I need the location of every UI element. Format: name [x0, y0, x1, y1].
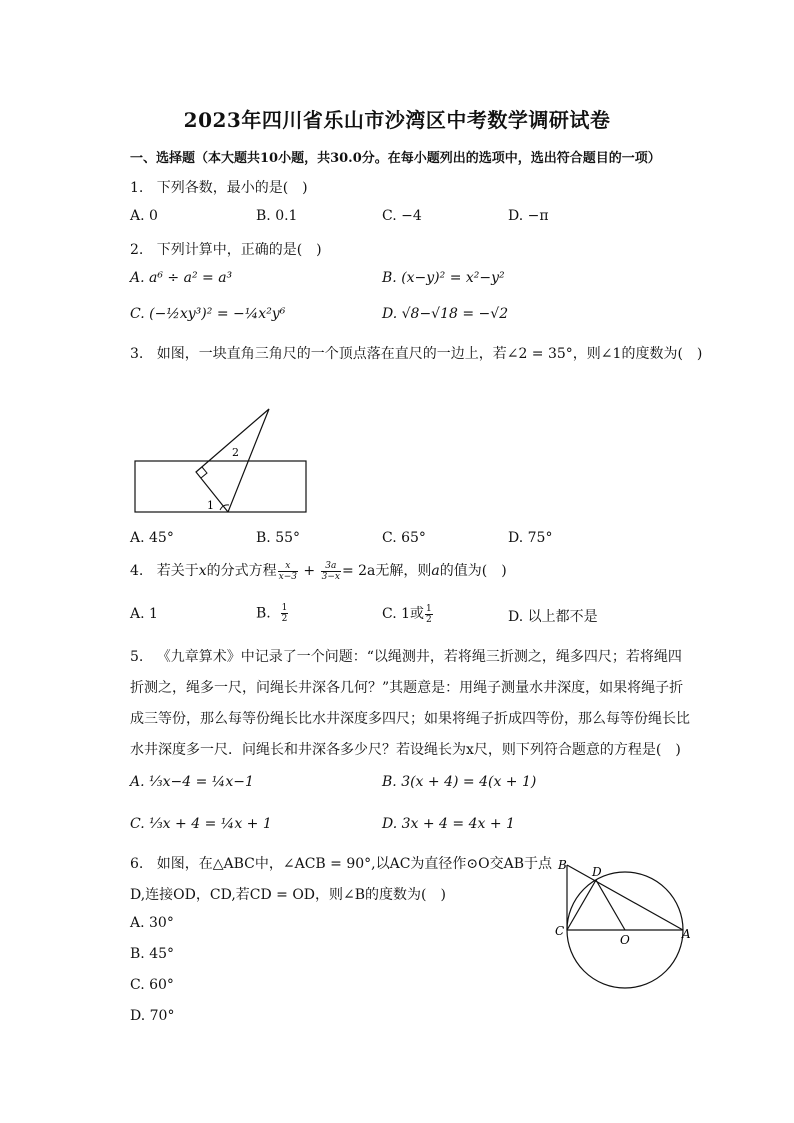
question-5-line-2: 折测之，绳多一尺，问绳长井深各几何？”其题意是：用绳子测量水井深度，如果将绳子折 [130, 680, 684, 696]
q4-option-b: B. $\frac{1}{2}$ [256, 603, 288, 624]
q5-option-b: B. 3(x + 4) = 4(x + 1) [382, 774, 537, 790]
stem-text: = 2a无解，则 [341, 563, 432, 579]
label-b: B [558, 858, 567, 872]
q3-option-a: A. 45° [130, 530, 174, 546]
q4-option-d: D. 以上都不是 [508, 609, 598, 625]
label-a: A [682, 927, 691, 941]
q4-option-a: A. 1 [130, 606, 158, 622]
question-5-line-4: 水井深度多一尺．问绳长和井深各多少尺？若设绳长为x尺，则下列符合题意的方程是( ) [130, 742, 681, 758]
question-2 [130, 239, 322, 259]
segment-od [596, 880, 625, 930]
question-number: 2. [130, 242, 144, 258]
angle-2-label: 2 [232, 446, 239, 459]
q2-option-d: D. √8−√18 = −√2 [382, 306, 509, 322]
question-4 [130, 560, 507, 582]
q2-option-c: C. (−½xy³)² = −¼x²y⁶ [130, 306, 286, 322]
question-number: 6. [130, 856, 144, 872]
page-title: 2023年四川省乐山市沙湾区中考数学调研试卷 [183, 108, 611, 132]
q1-option-b: B. 0.1 [256, 208, 298, 224]
variable-x: x [198, 563, 207, 579]
question-1 [130, 177, 308, 197]
q3-option-d: D. 75° [508, 530, 553, 546]
label-c: C [555, 924, 565, 938]
angle-1-label: 1 [207, 499, 214, 512]
label-o: O [620, 933, 630, 947]
q5-option-d: D. 3x + 4 = 4x + 1 [382, 816, 515, 832]
plus-sign: + [303, 563, 316, 579]
question-stem: 下列计算中，正确的是( ) [156, 242, 322, 258]
question-number: 3. [130, 346, 144, 362]
q6-option-c: C. 60° [130, 977, 174, 993]
q6-option-d: D. 70° [130, 1008, 175, 1024]
question-number: 1. [130, 180, 144, 196]
fraction-2: $\frac{3a}{3-x}$ [321, 560, 340, 582]
q1-option-c: C. −4 [382, 208, 422, 224]
q3-option-c: C. 65° [382, 530, 426, 546]
question-5-line-3: 成三等份，那么每等份绳长比水井深度多四尺；如果将绳子折成四等份，那么每等份绳长比 [130, 711, 690, 727]
question-3 [130, 343, 702, 363]
question-6-line-1: 6. 如图，在△ABC中，∠ACB = 90°,以AC为直径作⊙O交AB于点 [130, 856, 553, 872]
question-number: 4. [130, 563, 144, 579]
ruler-rect [135, 461, 306, 512]
q1-option-d: D. −π [508, 208, 549, 224]
section-heading: 一、选择题（本大题共10小题，共30.0分。在每小题列出的选项中，选出符合题目的一项） [130, 151, 661, 166]
question-5-line-1: 5. 《九章算术》中记录了一个问题：“以绳测井，若将绳三折测之，绳多四尺；若将绳四 [130, 649, 682, 665]
stem-text: 的值为( ) [439, 563, 507, 579]
stem-text: 的分式方程 [206, 563, 277, 579]
q3-option-b: B. 55° [256, 530, 301, 546]
fraction-1: $\frac{x}{x-3}$ [278, 560, 297, 582]
question-number: 5. [130, 649, 144, 665]
q2-option-a: A. a⁶ ÷ a² = a³ [130, 270, 233, 286]
segment-ab [567, 865, 683, 930]
ruler-triangle-figure [130, 400, 320, 520]
circle-triangle-figure [550, 850, 700, 1015]
q1-option-a: A. 0 [130, 208, 158, 224]
question-6-line-2: D,连接OD，CD,若CD = OD，则∠B的度数为( ) [130, 887, 446, 903]
label-d: D [592, 865, 602, 879]
question-stem: 如图，一块直角三角尺的一个顶点落在直尺的一边上，若∠2 = 35°，则∠1的度数为( ) [156, 346, 703, 362]
question-stem: 下列各数，最小的是( ) [156, 180, 308, 196]
segment-cd [567, 880, 596, 930]
q5-option-a: A. ⅓x−4 = ¼x−1 [130, 774, 254, 790]
q5-option-c: C. ⅓x + 4 = ¼x + 1 [130, 816, 272, 832]
q6-option-a: A. 30° [130, 915, 174, 931]
q2-option-b: B. (x−y)² = x²−y² [382, 270, 505, 286]
q6-option-b: B. 45° [130, 946, 175, 962]
right-angle-mark [201, 467, 207, 478]
variable-a: a [431, 563, 440, 579]
stem-text: 若关于 [156, 563, 199, 579]
q4-option-c: C. 1或 $\frac{1}{2}$ [382, 603, 432, 625]
